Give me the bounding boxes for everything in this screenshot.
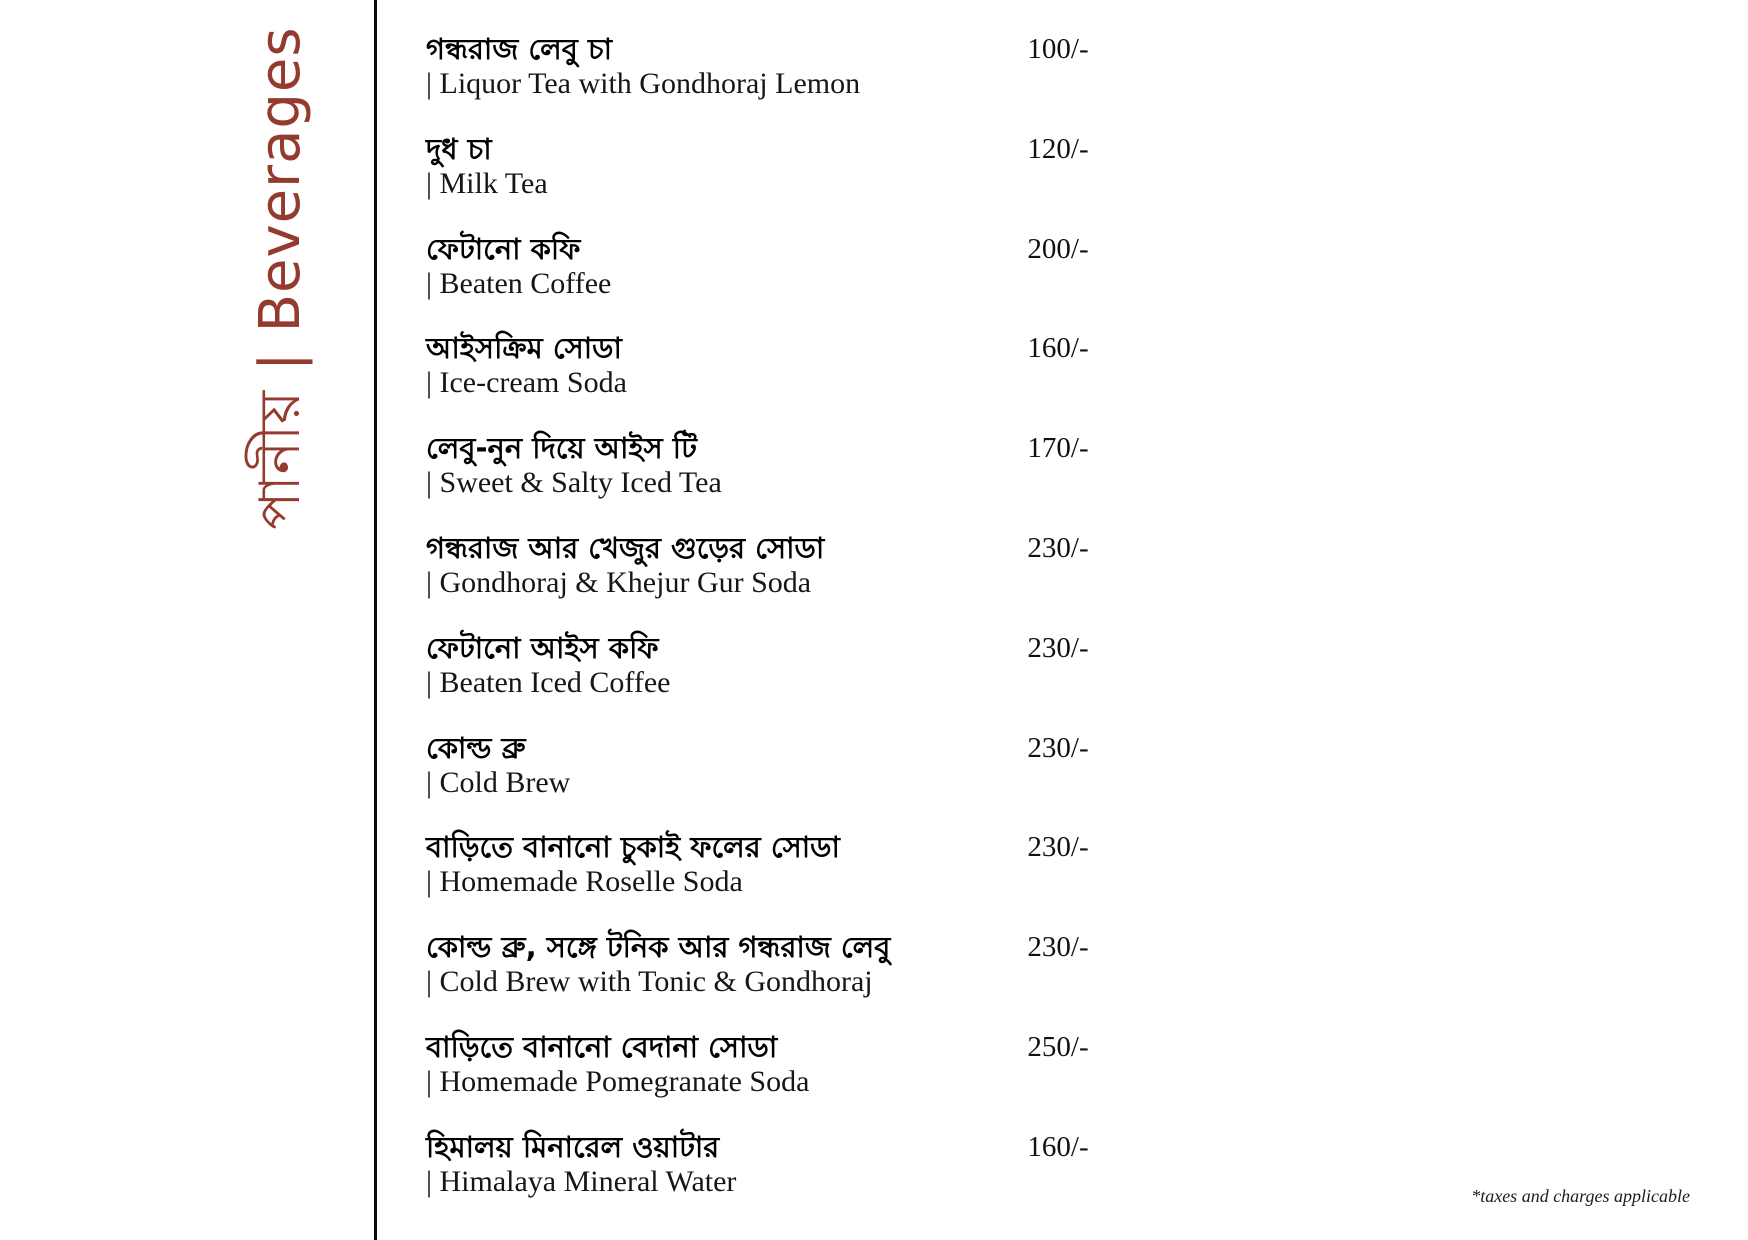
menu-item xyxy=(0,431,1748,505)
item-name-bengali: গন্ধরাজ লেবু চা xyxy=(426,32,613,66)
item-name-bengali: ফেটানো কফি xyxy=(426,231,581,266)
item-name-english: | Homemade Roselle Soda xyxy=(426,865,743,899)
item-price: 120/- xyxy=(1027,132,1089,165)
item-price: 160/- xyxy=(1027,1130,1089,1163)
menu-item xyxy=(0,531,1748,605)
item-name-bengali: দুধ চা xyxy=(426,131,492,166)
item-name-bengali: লেবু-নুন দিয়ে আইস টি xyxy=(426,431,697,466)
item-price: 230/- xyxy=(1027,831,1089,864)
item-name-english: | Gondhoraj & Khejur Gur Soda xyxy=(426,566,812,599)
menu-item xyxy=(0,331,1748,405)
item-name-english: | Homemade Pomegranate Soda xyxy=(426,1065,810,1098)
menu-item xyxy=(0,731,1748,805)
item-price: 250/- xyxy=(1027,1031,1089,1063)
item-name-bengali: আইসক্রিম সোডা xyxy=(426,331,622,366)
item-name-english: | Liquor Tea with Gondhoraj Lemon xyxy=(426,67,861,100)
item-name-english: | Cold Brew xyxy=(426,765,571,799)
item-name-bengali: কোল্ড ব্রু xyxy=(426,730,526,765)
item-price: 100/- xyxy=(1027,33,1089,65)
menu-item xyxy=(0,32,1748,106)
item-name-english: | Cold Brew with Tonic & Gondhoraj xyxy=(426,965,873,999)
item-name-english: | Ice-cream Soda xyxy=(426,366,627,400)
item-price: 160/- xyxy=(1027,332,1089,365)
item-price: 230/- xyxy=(1027,631,1089,664)
item-name-english: | Sweet & Salty Iced Tea xyxy=(426,466,722,500)
item-name-english: | Beaten Iced Coffee xyxy=(426,665,671,699)
item-name-english: | Milk Tea xyxy=(426,166,548,200)
item-name-bengali: বাড়িতে বানানো বেদানা সোডা xyxy=(426,1030,778,1064)
footnote: *taxes and charges applicable xyxy=(1471,1186,1690,1206)
item-price: 230/- xyxy=(1027,532,1089,564)
menu-item xyxy=(0,232,1748,306)
item-name-bengali: বাড়িতে বানানো চুকাই ফলের সোডা xyxy=(426,830,840,865)
item-name-bengali: গন্ধরাজ আর খেজুর গুড়ের সোডা xyxy=(426,531,825,565)
item-price: 230/- xyxy=(1027,731,1089,764)
menu-item xyxy=(0,930,1748,1004)
menu-item xyxy=(0,830,1748,904)
menu-item xyxy=(0,132,1748,206)
menu-item xyxy=(0,1030,1748,1104)
section-title-vertical: পানীয় | Beverages xyxy=(248,26,313,530)
item-price: 230/- xyxy=(1027,931,1089,964)
item-name-bengali: ফেটানো আইস কফি xyxy=(426,630,659,665)
item-name-english: | Himalaya Mineral Water xyxy=(426,1164,737,1198)
item-price: 200/- xyxy=(1027,232,1089,265)
item-name-english: | Beaten Coffee xyxy=(426,266,612,300)
item-name-bengali: হিমালয় মিনারেল ওয়াটার xyxy=(426,1129,720,1164)
item-price: 170/- xyxy=(1027,432,1089,465)
item-name-bengali: কোল্ড ব্রু, সঙ্গে টনিক আর গন্ধরাজ লেবু xyxy=(426,930,891,965)
menu-item xyxy=(0,631,1748,705)
